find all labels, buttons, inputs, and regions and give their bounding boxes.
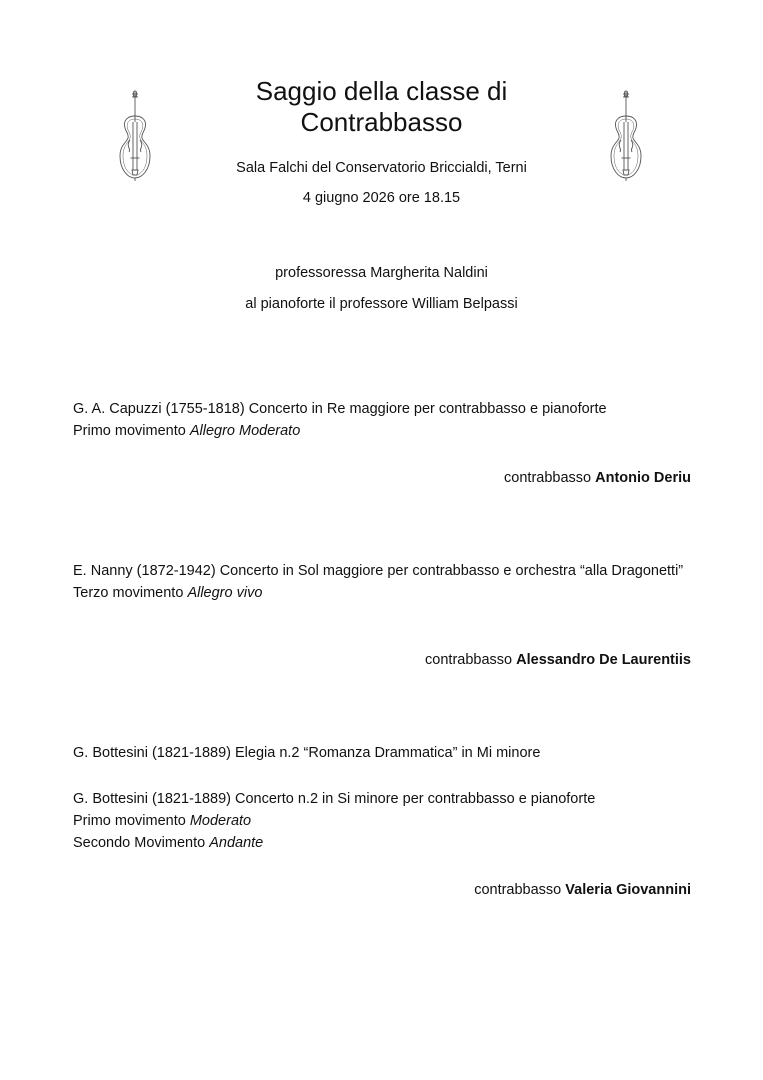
piece-title: G. A. Capuzzi (1755-1818) Concerto in Re maggiore per contrabbasso e pianoforte <box>73 401 607 417</box>
performer-name: Alessandro De Laurentiis <box>516 652 691 668</box>
title-line-1: Saggio della classe di <box>255 76 508 106</box>
performer-1 <box>504 469 691 487</box>
instrument-label: contrabbasso <box>425 652 513 668</box>
page-title <box>0 76 763 138</box>
performer-name: Valeria Giovannini <box>565 882 691 898</box>
piece-title: E. Nanny (1872-1942) Concerto in Sol maggiore per contrabbasso e orchestra “alla Dragonetti” <box>73 563 684 579</box>
instrument-label: contrabbasso <box>474 882 562 898</box>
movement-tempo: Moderato <box>189 813 252 829</box>
program-item-2 <box>73 560 693 604</box>
date-time: 4 giugno 2026 ore 18.15 <box>302 190 461 206</box>
movement: Terzo movimento Allegro vivo <box>73 585 263 601</box>
piece-title: G. Bottesini (1821-1889) Concerto n.2 in Si minore per contrabbasso e pianoforte <box>73 791 596 807</box>
teacher: professoressa Margherita Naldini <box>275 265 488 281</box>
instrument-label: contrabbasso <box>504 470 592 486</box>
movement: Primo movimento Allegro Moderato <box>73 423 301 439</box>
movement-tempo: Allegro Moderato <box>189 423 301 439</box>
movement-tempo: Andante <box>209 835 264 851</box>
program-item-1 <box>73 398 693 442</box>
venue: Sala Falchi del Conservatorio Briccialdi, Terni <box>236 160 527 176</box>
performer-3 <box>474 881 691 899</box>
title-line-2: Contrabbasso <box>300 107 463 137</box>
program-item-3b <box>73 788 693 854</box>
movement: Primo movimento Moderato <box>73 813 252 829</box>
pianist: al pianoforte il professore William Belpassi <box>245 296 518 312</box>
movement-tempo: Allegro vivo <box>187 585 263 601</box>
performer-2 <box>425 651 691 669</box>
performer-name: Antonio Deriu <box>595 470 691 486</box>
program-item-3a <box>73 742 693 764</box>
movement: Secondo Movimento Andante <box>73 835 264 851</box>
piece-title: G. Bottesini (1821-1889) Elegia n.2 “Romanza Drammatica” in Mi minore <box>73 745 541 761</box>
